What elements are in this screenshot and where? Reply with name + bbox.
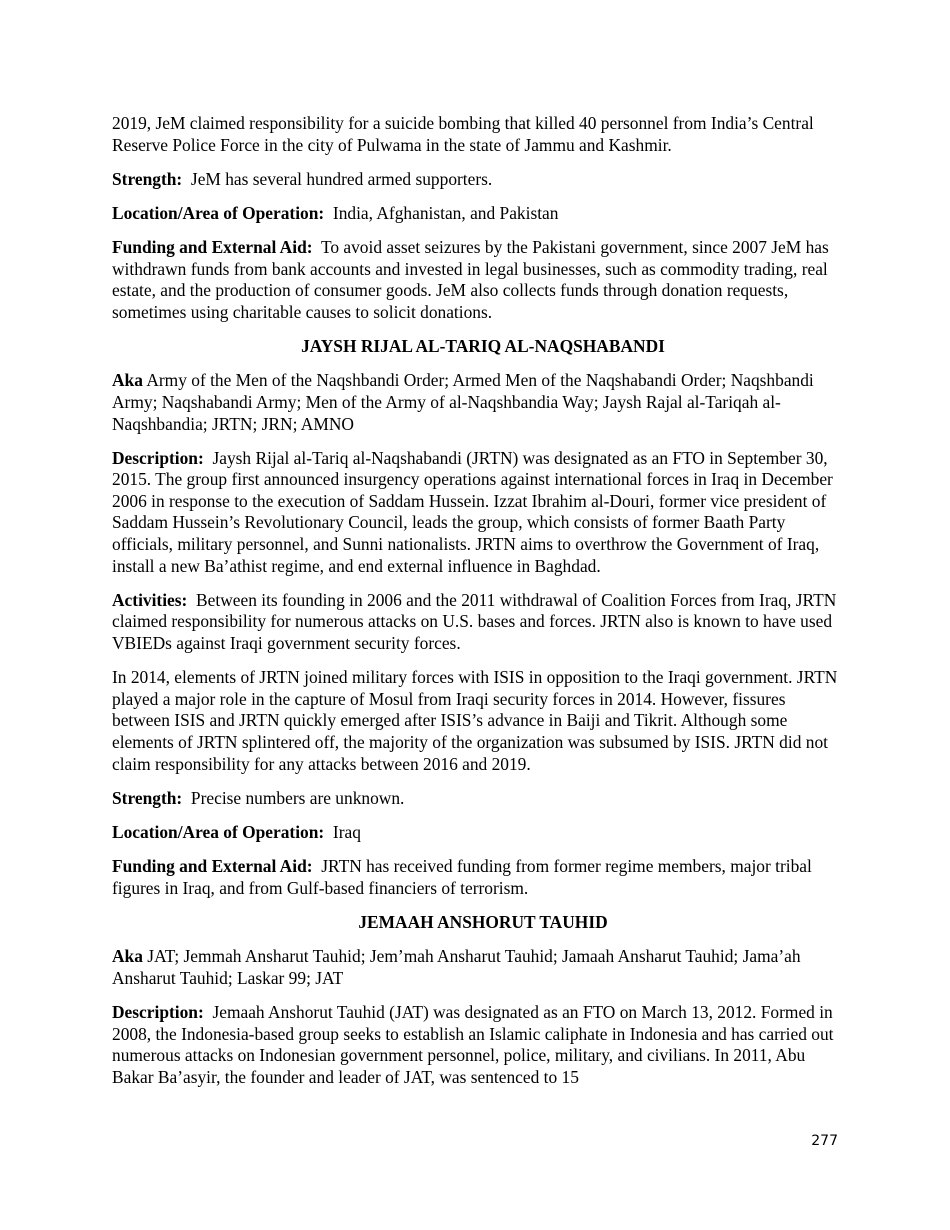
- jrtn-strength-text: Precise numbers are unknown.: [190, 787, 405, 808]
- jrtn-description-paragraph: [112, 448, 842, 578]
- jrtn-strength-paragraph: [112, 788, 842, 810]
- jrtn-funding-text: JRTN has received funding from former regime members, major tribal figures in Iraq, and from Gulf-based financiers of terrorism.: [112, 856, 812, 898]
- jat-description-paragraph: [112, 1002, 842, 1088]
- jat-description-text: Jemaah Anshorut Tauhid (JAT) was designated as an FTO on March 13, 2012. Formed in 2008, the Indonesia-based group seeks to establish an Islamic caliphate in Indonesia and has carried out numerous attacks on Indonesian government personnel, police, military, and civilians. In 2011, Abu Bakar Ba’asyir, the founder and leader of JAT, was sentenced to 15: [112, 1001, 834, 1087]
- jem-strength-paragraph: [112, 169, 842, 191]
- jrtn-activities-text-2: In 2014, elements of JRTN joined military forces with ISIS in opposition to the Iraqi government. JRTN played a major role in the capture of Mosul from Iraqi security forces in 2014. However, fissures between ISIS and JRTN quickly emerged after ISIS’s advance in Baiji and Tikrit. Although some elements of JRTN splintered off, the majority of the organization was subsumed by ISIS. JRTN did not claim responsibility for any attacks between 2016 and 2019.: [112, 667, 838, 774]
- jrtn-activities-label: Activities:: [112, 589, 188, 610]
- jrtn-funding-paragraph: [112, 856, 842, 899]
- document-page: [112, 113, 842, 1101]
- jrtn-activities-paragraph-2: [112, 667, 842, 775]
- jrtn-aka-paragraph: [112, 370, 842, 435]
- jem-strength-label: Strength:: [112, 168, 183, 189]
- jem-funding-paragraph: [112, 237, 842, 323]
- jrtn-aka-label: Aka: [112, 370, 143, 391]
- jrtn-activities-text: Between its founding in 2006 and the 2011 withdrawal of Coalition Forces from Iraq, JRTN claimed responsibility for numerous attacks on U.S. bases and forces. JRTN also is known to have used VBIEDs against Iraqi government security forces.: [112, 589, 837, 654]
- jrtn-location-label: Location/Area of Operation:: [112, 821, 325, 842]
- jem-location-label: Location/Area of Operation:: [112, 202, 325, 223]
- page-number: 277: [811, 1133, 838, 1149]
- jem-funding-label: Funding and External Aid:: [112, 237, 313, 258]
- jat-aka-text: JAT; Jemmah Ansharut Tauhid; Jem’mah Ansharut Tauhid; Jamaah Ansharut Tauhid; Jama’ah Ansharut Tauhid; Laskar 99; JAT: [112, 946, 801, 988]
- jat-description-label: Description:: [112, 1001, 204, 1022]
- jrtn-funding-label: Funding and External Aid:: [112, 856, 313, 877]
- jrtn-description-label: Description:: [112, 447, 204, 468]
- jem-continuation-text: 2019, JeM claimed responsibility for a suicide bombing that killed 40 personnel from India’s Central Reserve Police Force in the city of Pulwama in the state of Jammu and Kashmir.: [112, 113, 814, 155]
- jem-funding-text: To avoid asset seizures by the Pakistani government, since 2007 JeM has withdrawn funds from bank accounts and invested in legal businesses, such as commodity trading, real estate, and the production of consumer goods. JeM also collects funds through donation requests, sometimes using charitable causes to solicit donations.: [112, 237, 829, 322]
- jrtn-section-heading: JAYSH RIJAL AL-TARIQ AL-NAQSHABANDI: [301, 336, 665, 357]
- jrtn-aka-text: Army of the Men of the Naqshbandi Order; Armed Men of the Naqshabandi Order; Naqshbandi Army; Naqshabandi Army; Men of the Army of al-Naqshbandia Way; Jaysh Rajal al-Tariqah al-Naqshbandia; JRTN; JRN; AMNO: [112, 370, 814, 434]
- jem-strength-text: JeM has several hundred armed supporters.: [190, 168, 493, 189]
- jem-location-text: India, Afghanistan, and Pakistan: [332, 202, 559, 223]
- jat-section-heading: JEMAAH ANSHORUT TAUHID: [358, 911, 608, 932]
- jem-location-paragraph: [112, 203, 842, 225]
- jat-aka-label: Aka: [112, 946, 143, 967]
- jem-continuation-paragraph: [112, 113, 842, 156]
- jat-aka-paragraph: [112, 946, 842, 989]
- jrtn-description-text: Jaysh Rijal al-Tariq al-Naqshabandi (JRTN) was designated as an FTO in September 30, 2015. The group first announced insurgency operations against international forces in Iraq in December 2006 in response to the execution of Saddam Hussein. Izzat Ibrahim al-Douri, former vice president of Saddam Hussein’s Revolutionary Council, leads the group, which consists of former Baath Party officials, military personnel, and Sunni nationalists. JRTN aims to overthrow the Government of Iraq, install a new Ba’athist regime, and end external influence in Baghdad.: [112, 447, 833, 576]
- jrtn-location-paragraph: [112, 822, 842, 844]
- jrtn-strength-label: Strength:: [112, 787, 183, 808]
- jrtn-location-text: Iraq: [332, 821, 361, 842]
- jrtn-activities-paragraph: [112, 590, 842, 655]
